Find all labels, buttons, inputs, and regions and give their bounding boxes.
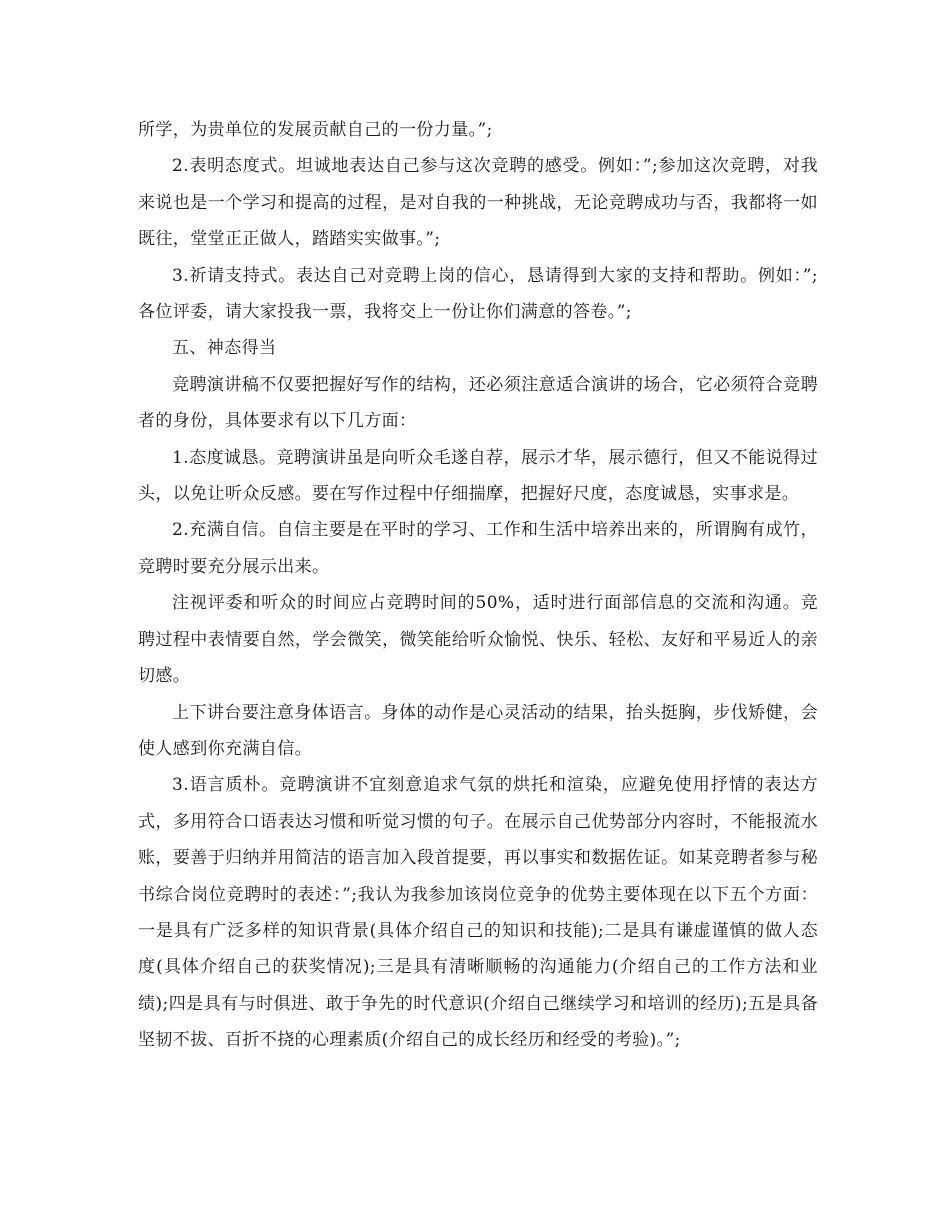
paragraph-1: 所学，为贵单位的发展贡献自己的一份力量。”; [138, 120, 493, 140]
paragraph-5: 竞聘演讲稿不仅要把握好写作的结构，还必须注意适合演讲的场合，它必须符合竞聘者的身份，具体要求有以下几方面： [138, 374, 818, 432]
paragraph-9: 上下讲台要注意身体语言。身体的动作是心灵活动的结果，抬头挺胸，步伐矫健，会使人感到你充满自信。 [138, 702, 818, 759]
paragraph-2: 2.表明态度式。坦诚地表达自己参与这次竞聘的感受。例如：”;参加这次竞聘，对我来说也是一个学习和提高的过程，是对自我的一种挑战，无论竞聘成功与否，我都将一如既往，堂堂正正做人，踏踏实实做事。”; [138, 156, 818, 250]
paragraph-10: 3.语言质朴。竞聘演讲不宜刻意追求气氛的烘托和渲染，应避免使用抒情的表达方式，多用符合口语表达习惯和听觉习惯的句子。在展示自己优势部分内容时，不能报流水账，要善于归纳并用简洁的语言加入段首提要，再以事实和数据佐证。如某竞聘者参与秘书综合岗位竞聘时的表述：”;我认为我参加该岗位竞争的优势主要体现在以下五个方面：一是具有广泛多样的知识背景(具体介绍自己的知识和技能);二是具有谦虚谨慎的做人态度(具体介绍自己的获奖情况);三是具有清晰顺畅的沟通能力(介绍自己的工作方法和业绩);四是具有与时俱进、敢于争先的时代意识(介绍自己继续学习和培训的经历);五是具备坚韧不拔、百折不挠的心理素质(介绍自己的成长经历和经受的考验)。”; [138, 775, 818, 1051]
paragraph-6: 1.态度诚恳。竞聘演讲虽是向听众毛遂自荐，展示才华，展示德行，但又不能说得过头，以免让听众反感。要在写作过程中仔细揣摩，把握好尺度，态度诚恳，实事求是。 [138, 447, 818, 505]
section-heading: 五、神态得当 [172, 338, 277, 359]
paragraph-8: 注视评委和听众的时间应占竞聘时间的50%，适时进行面部信息的交流和沟通。竞聘过程中表情要自然，学会微笑，微笑能给听众愉悦、快乐、轻松、友好和平易近人的亲切感。 [138, 593, 818, 687]
paragraph-3: 3.祈请支持式。表达自己对竞聘上岗的信心，恳请得到大家的支持和帮助。例如：”;各位评委，请大家投我一票，我将交上一份让你们满意的答卷。”; [138, 265, 818, 323]
paragraph-7: 2.充满自信。自信主要是在平时的学习、工作和生活中培养出来的，所谓胸有成竹，竞聘时要充分展示出来。 [138, 520, 818, 577]
document-page [138, 112, 818, 1059]
